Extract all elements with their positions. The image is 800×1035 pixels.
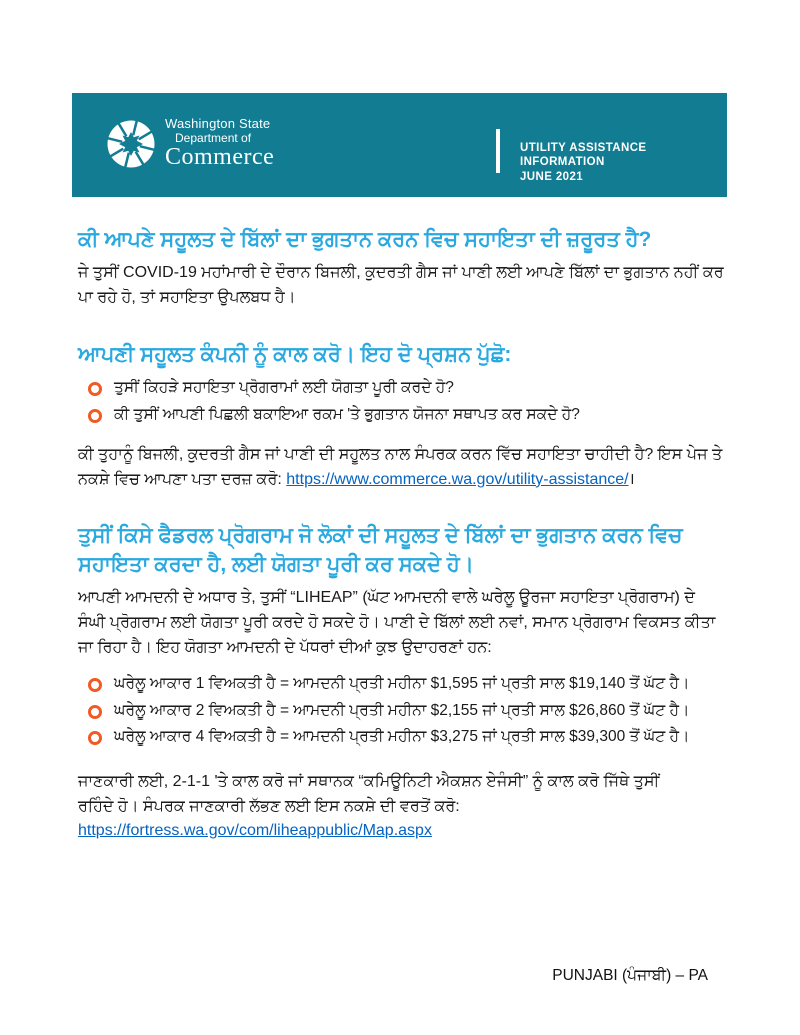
bullet-text: ਘਰੇਲੂ ਆਕਾਰ 1 ਵਿਅਕਤੀ ਹੈ = ਆਮਦਨੀ ਪ੍ਰਤੀ ਮਹੀਨਾ $1,595 ਜਾਂ ਪ੍ਰਤੀ ਸਾਲ $19,140 ਤੋਂ ਘੱਟ ਹੈ। xyxy=(114,675,690,693)
list-item xyxy=(88,672,726,695)
banner-date: JUNE 2021 xyxy=(520,170,584,183)
commerce-logo xyxy=(106,117,274,171)
list-item xyxy=(88,699,726,722)
logo-org-line2: Department of xyxy=(175,130,252,145)
banner-title-block xyxy=(520,141,727,184)
bullet-text: ਘਰੇਲੂ ਆਕਾਰ 2 ਵਿਅਕਤੀ ਹੈ = ਆਮਦਨੀ ਪ੍ਰਤੀ ਮਹੀਨਾ $2,155 ਜਾਂ ਪ੍ਰਤੀ ਸਾਲ $26,860 ਤੋਂ ਘੱਟ ਹੈ। xyxy=(114,701,690,719)
bullet-text: ਕੀ ਤੁਸੀਂ ਆਪਣੀ ਪਿਛਲੀ ਬਕਾਇਆ ਰਕਮ 'ਤੇ ਭੁਗਤਾਨ ਯੋਜਨਾ ਸਥਾਪਤ ਕਰ ਸਕਦੇ ਹੋ? xyxy=(114,405,580,423)
more-info-body: ਜਾਣਕਾਰੀ ਲਈ, 2-1-1 'ਤੇ ਕਾਲ ਕਰੋ ਜਾਂ ਸਥਾਨਕ “ਕਮਿਊਨਿਟੀ ਐਕਸ਼ਨ ਏਜੰਸੀ” ਨੂੰ ਕਾਲ ਕਰੋ ਜਿੱਥੇ ਤੁਸੀਂ ਰਹਿੰਦੇ ਹੋ। ਸੰਪਰਕ ਜਾਣਕਾਰੀ ਲੱਭਣ ਲਈ ਇਸ ਨਕਸ਼ੇ ਦੀ ਵਰਤੋਂ ਕਰੋ: xyxy=(78,773,660,815)
list-item xyxy=(88,376,726,399)
bullet-text: ਤੁਸੀਂ ਕਿਹੜੇ ਸਹਾਇਤਾ ਪ੍ਰੋਗਰਾਮਾਂ ਲਈ ਯੋਗਤਾ ਪੂਰੀ ਕਰਦੇ ਹੋ? xyxy=(114,379,454,397)
liheap-map-link[interactable]: https://fortress.wa.gov/com/liheappublic/Map.aspx xyxy=(78,821,432,839)
commerce-logo-text xyxy=(165,117,274,171)
need-help-heading: ਕੀ ਆਪਣੇ ਸਹੂਲਤ ਦੇ ਬਿੱਲਾਂ ਦਾ ਭੁਗਤਾਨ ਕਰਨ ਵਿਚ ਸਹਾਇਤਾ ਦੀ ਜ਼ਰੂਰਤ ਹੈ? xyxy=(78,228,652,251)
call-utility-heading: ਆਪਣੀ ਸਹੂਲਤ ਕੰਪਨੀ ਨੂੰ ਕਾਲ ਕਰੋ। ਇਹ ਦੋ ਪ੍ਰਸ਼ਨ ਪੁੱਛੋ: xyxy=(78,342,512,366)
flyer-content xyxy=(78,226,726,840)
banner-title: UTILITY ASSISTANCE INFORMATION xyxy=(520,142,647,169)
list-item xyxy=(88,725,726,748)
utility-contact-text: ਕੀ ਤੁਹਾਨੂੰ ਬਿਜਲੀ, ਕੁਦਰਤੀ ਗੈਸ ਜਾਂ ਪਾਣੀ ਦੀ ਸਹੂਲਤ ਨਾਲ ਸੰਪਰਕ ਕਰਨ ਵਿੱਚ ਸਹਾਇਤਾ ਚਾਹੀਦੀ ਹੈ? ਇਸ ਪੇਜ ਤੇ ਨਕਸ਼ੇ ਵਿਚ ਆਪਣਾ ਪਤਾ ਦਰਜ਼ ਕਰੋ: xyxy=(78,445,723,488)
bullet-icon xyxy=(88,731,102,745)
header-banner xyxy=(72,93,727,197)
commerce-utility-assistance-link[interactable]: https://www.commerce.wa.gov/utility-assistance/ xyxy=(286,470,629,488)
federal-program-body: ਆਪਣੀ ਆਮਦਨੀ ਦੇ ਅਧਾਰ ਤੇ, ਤੁਸੀਂ “LIHEAP” (ਘੱਟ ਆਮਦਨੀ ਵਾਲੇ ਘਰੇਲੂ ਊਰਜਾ ਸਹਾਇਤਾ ਪ੍ਰੋਗਰਾਮ) ਦੇ ਸੰਘੀ ਪ੍ਰੋਗਰਾਮ ਲਈ ਯੋਗਤਾ ਪੂਰੀ ਕਰਦੇ ਹੋ ਸਕਦੇ ਹੋ। ਪਾਣੀ ਦੇ ਬਿੱਲਾਂ ਲਈ ਨਵਾਂ, ਸਮਾਨ ਪ੍ਰੋਗਰਾਮ ਵਿਕਸਤ ਕੀਤਾ ਜਾ ਰਿਹਾ ਹੈ। ਇਹ ਯੋਗਤਾ ਆਮਦਨੀ ਦੇ ਪੱਧਰਾਂ ਦੀਆਂ ਕੁਝ ਉਦਾਹਰਣਾਂ ਹਨ: xyxy=(78,589,716,656)
bullet-text: ਘਰੇਲੂ ਆਕਾਰ 4 ਵਿਅਕਤੀ ਹੈ = ਆਮਦਨੀ ਪ੍ਰਤੀ ਮਹੀਨਾ $3,275 ਜਾਂ ਪ੍ਰਤੀ ਸਾਲ $39,300 ਤੋਂ ਘੱਟ ਹੈ। xyxy=(114,727,690,745)
call-utility-bullet-list xyxy=(78,376,726,426)
need-help-body: ਜੇ ਤੁਸੀਂ COVID-19 ਮਹਾਂਮਾਰੀ ਦੇ ਦੌਰਾਨ ਬਿਜਲੀ, ਕੁਦਰਤੀ ਗੈਸ ਜਾਂ ਪਾਣੀ ਲਈ ਆਪਣੇ ਬਿੱਲਾਂ ਦਾ ਭੁਗਤਾਨ ਨਹੀਂ ਕਰ ਪਾ ਰਹੇ ਹੋ, ਤਾਂ ਸਹਾਇਤਾ ਉਪਲਬਧ ਹੈ। xyxy=(78,264,724,307)
federal-program-heading: ਤੁਸੀਂ ਕਿਸੇ ਫੈਡਰਲ ਪ੍ਰੋਗਰਾਮ ਜੋ ਲੋਕਾਂ ਦੀ ਸਹੂਲਤ ਦੇ ਬਿੱਲਾਂ ਦਾ ਭੁਗਤਾਨ ਕਰਨ ਵਿਚ ਸਹਾਇਤਾ ਕਰਦਾ ਹੈ, ਲਈ ਯੋਗਤਾ ਪੂਰੀ ਕਰ ਸਕਦੇ ਹੋ। xyxy=(78,524,683,576)
logo-wordmark: Commerce xyxy=(165,143,275,170)
list-item xyxy=(88,403,726,426)
logo-org-line1: Washington State xyxy=(165,116,271,131)
danda-after-link: । xyxy=(628,470,635,488)
footer-language-label: PUNJABI (ਪੰਜਾਬੀ) – PA xyxy=(552,967,708,984)
income-examples-bullet-list xyxy=(78,672,726,748)
bullet-icon xyxy=(88,382,102,396)
bullet-icon xyxy=(88,409,102,423)
commerce-starburst-icon xyxy=(106,119,156,169)
bullet-icon xyxy=(88,705,102,719)
utility-contact-paragraph xyxy=(78,443,726,493)
banner-divider xyxy=(496,129,500,173)
bullet-icon xyxy=(88,678,102,692)
